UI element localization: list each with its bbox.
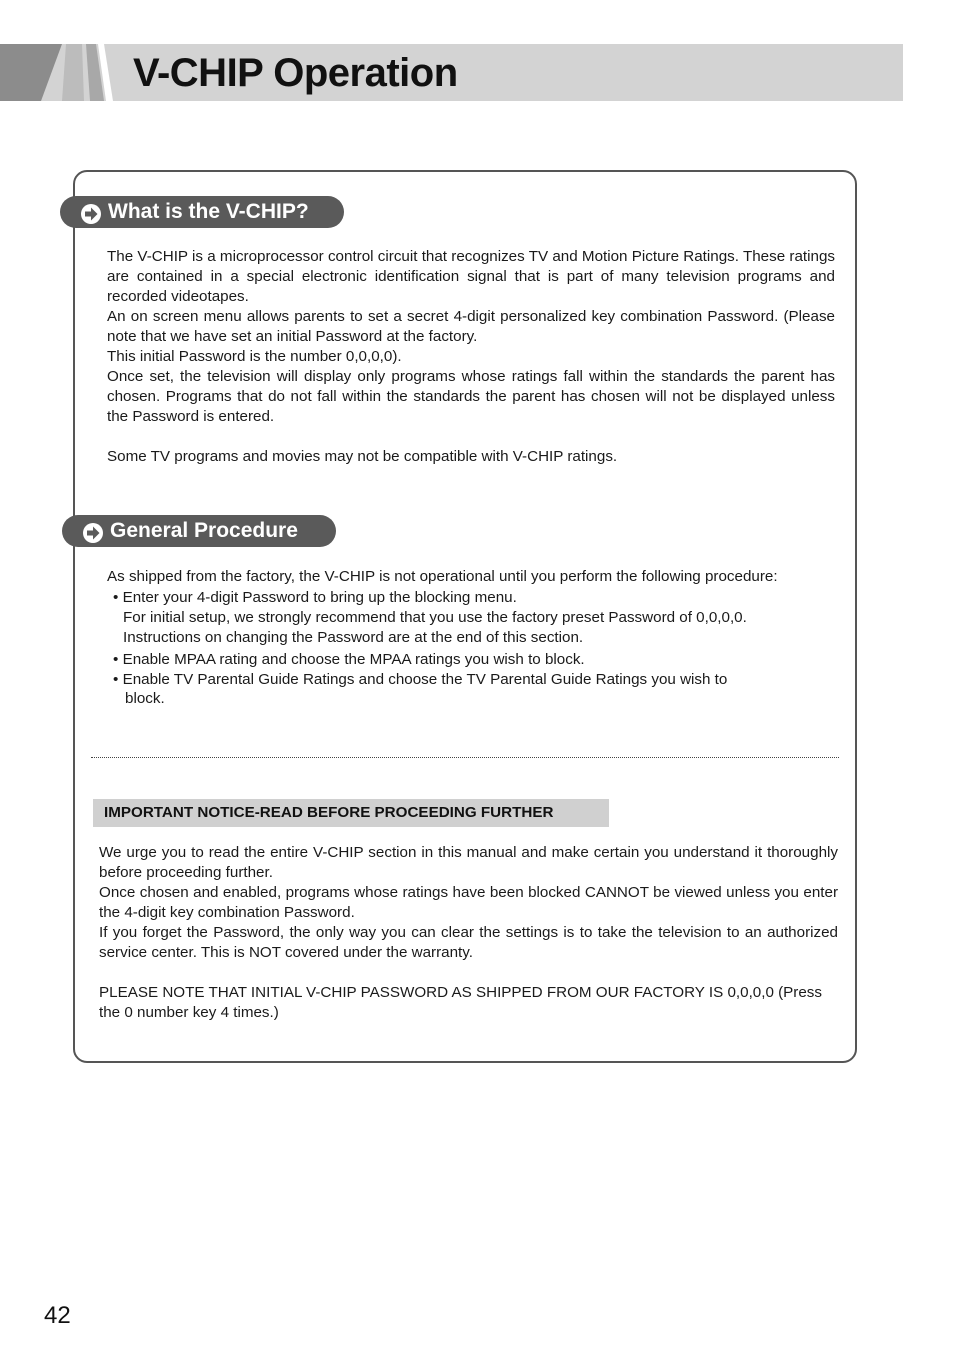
- list-item: [113, 650, 585, 670]
- paragraph-gap: [99, 963, 838, 983]
- bullet-dot-icon: •: [113, 671, 119, 688]
- list-item-continuation: Instructions on changing the Password are at the end of this section.: [123, 629, 584, 646]
- section-heading-label: General Procedure: [110, 519, 298, 542]
- important-notice-body: [99, 843, 838, 1023]
- important-notice-heading: IMPORTANT NOTICE-READ BEFORE PROCEEDING FURTHER: [93, 799, 609, 827]
- paragraph: Some TV programs and movies may not be compatible with V-CHIP ratings.: [107, 448, 618, 465]
- page-number: 42: [44, 1302, 71, 1329]
- paragraph: Once chosen and enabled, programs whose ratings have been blocked CANNOT be viewed unless you enter the 4-digit key combination Password.: [99, 884, 838, 921]
- section-heading-what-is-vchip: [60, 196, 344, 228]
- paragraph: An on screen menu allows parents to set a secret 4-digit personalized key combination Password. (Please note that we have set an initial Password at the factory.: [107, 308, 835, 345]
- paragraph: We urge you to read the entire V-CHIP section in this manual and make certain you understand it thoroughly before proceeding further.: [99, 844, 838, 881]
- list-item-continuation: For initial setup, we strongly recommend that you use the factory preset Password of 0,0,0,0.: [123, 609, 747, 626]
- what-is-vchip-body: [107, 247, 835, 467]
- arrow-right-circle-icon: [80, 203, 102, 225]
- paragraph: If you forget the Password, the only way you can clear the settings is to take the television to an authorized service center. This is NOT covered under the warranty.: [99, 924, 838, 961]
- paragraph: Once set, the television will display only programs whose ratings fall within the standards the parent has chosen. Programs that do not fall within the standards the parent has chosen will not be displayed unless the Password is entered.: [107, 368, 835, 425]
- arrow-right-circle-icon: [82, 522, 104, 544]
- section-heading-label: What is the V-CHIP?: [108, 200, 309, 223]
- list-item-text: Enable TV Parental Guide Ratings and choose the TV Parental Guide Ratings you wish to: [122, 671, 728, 688]
- list-item-text: Enable MPAA rating and choose the MPAA ratings you wish to block.: [122, 651, 585, 668]
- list-item: [113, 670, 727, 690]
- paragraph: This initial Password is the number 0,0,0,0).: [107, 348, 402, 365]
- list-item: [113, 588, 517, 608]
- procedure-intro: As shipped from the factory, the V-CHIP is not operational until you perform the following procedure:: [107, 568, 778, 585]
- bullet-dot-icon: •: [113, 651, 119, 668]
- list-item-text: Enter your 4-digit Password to bring up the blocking menu.: [122, 589, 517, 606]
- bullet-dot-icon: •: [113, 589, 119, 606]
- paragraph: The V-CHIP is a microprocessor control circuit that recognizes TV and Motion Picture Ratings. These ratings are contained in a special electronic identification signal that is part of many television programs and recorded videotapes.: [107, 248, 835, 305]
- paragraph-gap: [107, 427, 835, 447]
- title-stripe-decoration: [0, 44, 120, 101]
- paragraph: PLEASE NOTE THAT INITIAL V-CHIP PASSWORD AS SHIPPED FROM OUR FACTORY IS 0,0,0,0 (Press the 0 number key 4 times.): [99, 984, 822, 1021]
- section-heading-general-procedure: [62, 515, 336, 547]
- dotted-divider: [91, 757, 839, 758]
- page-title: V-CHIP Operation: [133, 51, 458, 95]
- list-item-continuation: block.: [125, 690, 165, 707]
